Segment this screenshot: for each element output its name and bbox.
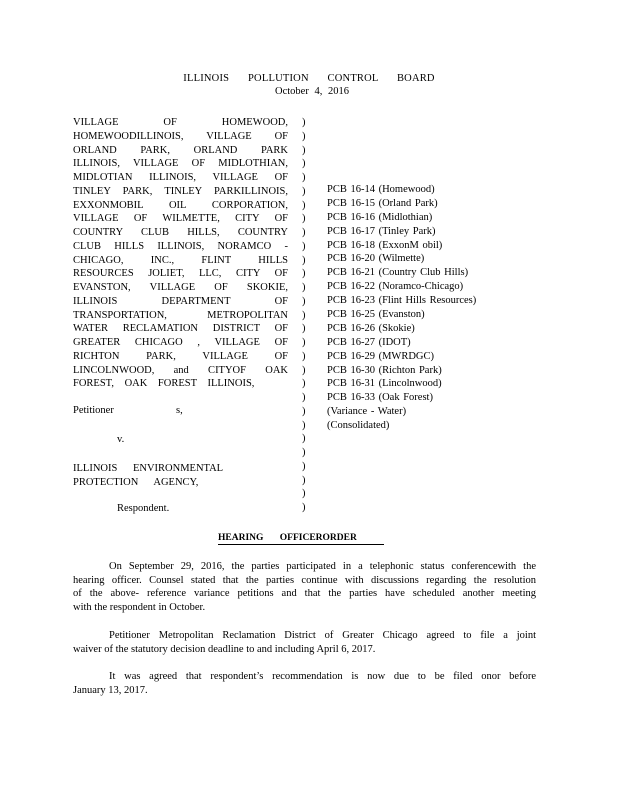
agency-name: ILLINOIS POLLUTION CONTROL BOARD <box>183 73 435 84</box>
docket-entry: PCB 16-17 (Tinley Park) <box>327 225 436 237</box>
paren: ) <box>302 172 306 183</box>
docket-entry: PCB 16-25 (Evanston) <box>327 309 425 321</box>
paren: ) <box>302 268 306 280</box>
petitioner-line: HOMEWOODILLINOIS, VILLAGE OF <box>73 130 288 142</box>
paren: ) <box>302 337 306 348</box>
caption-parentheses <box>302 116 312 515</box>
petitioner-line: CHICAGO, INC., FLINT HILLS <box>73 254 288 266</box>
petitioner-line: VILLAGE OF HOMEWOOD, <box>73 117 288 128</box>
docket-entry: PCB 16-33 (Oak Forest) <box>327 392 433 404</box>
paren: ) <box>302 419 306 431</box>
paren: ) <box>302 282 306 293</box>
petitioner-line: RESOURCES JOLIET, LLC, CITY OF <box>73 268 288 280</box>
petitioner-line: ILLINOIS DEPARTMENT OF <box>73 295 288 307</box>
docket-entry: PCB 16-27 (IDOT) <box>327 336 411 348</box>
paren: ) <box>302 350 306 362</box>
paren: ) <box>302 433 306 445</box>
paren: ) <box>302 460 306 472</box>
petitioner-caption <box>73 116 288 391</box>
docket-entry: PCB 16-14 (Homewood) <box>327 184 435 195</box>
paren: ) <box>302 474 306 486</box>
petitioner-line: COUNTRY CLUB HILLS, COUNTRY <box>73 227 288 238</box>
paren: ) <box>302 323 306 335</box>
docket-entry: PCB 16-22 (Noramco-Chicago) <box>327 281 464 293</box>
paren: ) <box>302 295 306 307</box>
petitioner-line: ORLAND PARK, ORLAND PARK <box>73 144 288 156</box>
paren: ) <box>302 158 306 170</box>
paren: ) <box>302 254 306 266</box>
paragraph-line: with the respondent in October. <box>73 601 206 613</box>
petitioner-line: EXXONMOBIL OIL CORPORATION, <box>73 199 288 211</box>
docket-entry: PCB 16-15 (Orland Park) <box>327 197 438 209</box>
petitioner-line: GREATER CHICAGO , VILLAGE OF <box>73 337 288 348</box>
docket-entry: PCB 16-18 (ExxonM obil) <box>327 239 443 251</box>
order-title: HEARING OFFICERORDER <box>218 533 384 545</box>
respondent-name <box>73 462 233 490</box>
paren: ) <box>302 185 306 197</box>
paren: ) <box>302 240 306 252</box>
order-paragraph-1 <box>73 560 536 614</box>
paragraph-line: waiver of the statutory decision deadline to and including April 6, 2017. <box>73 643 376 655</box>
paren: ) <box>302 213 306 225</box>
paren: ) <box>302 309 306 321</box>
paren: ) <box>302 378 306 390</box>
petitioners-label <box>73 405 183 416</box>
paragraph-line: On September 29, 2016, the parties participated in a telephonic status conferencewith the <box>109 561 536 572</box>
petitioner-word: Petitioner <box>73 405 114 416</box>
petitioner-line: LINCOLNWOOD, and CITYOF OAK <box>73 364 288 376</box>
paren: ) <box>302 364 306 376</box>
docket-entry: PCB 16-30 (Richton Park) <box>327 364 442 376</box>
paren: ) <box>302 199 306 211</box>
paren: ) <box>302 117 306 128</box>
paragraph-line: January 13, 2017. <box>73 684 148 696</box>
petitioner-suffix: s, <box>176 405 183 416</box>
respondent-label: Respondent. <box>117 503 170 514</box>
petitioner-line: CLUB HILLS ILLINOIS, NORAMCO - <box>73 240 288 252</box>
paragraph-line: Petitioner Metropolitan Reclamation District of Greater Chicago agreed to file a joint <box>109 630 536 641</box>
docket-entry: PCB 16-29 (MWRDGC) <box>327 350 435 362</box>
paragraph-line: hearing officer. Counsel stated that the parties continue with discussions regarding the resolution <box>73 574 536 586</box>
paren: ) <box>302 144 306 156</box>
petitioner-line: RICHTON PARK, VILLAGE OF <box>73 350 288 362</box>
paren: ) <box>302 502 306 513</box>
petitioner-line: WATER RECLAMATION DISTRICT OF <box>73 323 288 335</box>
docket-numbers <box>327 183 527 433</box>
docket-entry: PCB 16-26 (Skokie) <box>327 322 415 334</box>
paren: ) <box>302 130 306 142</box>
order-paragraph-2 <box>73 629 536 656</box>
petitioner-line: MIDLOTIAN ILLINOIS, VILLAGE OF <box>73 172 288 183</box>
petitioner-line: TRANSPORTATION, METROPOLITAN <box>73 309 288 321</box>
respondent-line: PROTECTION AGENCY, <box>73 477 199 488</box>
paren: ) <box>302 447 306 458</box>
paren: ) <box>302 392 306 403</box>
case-type: (Variance - Water) <box>327 406 407 418</box>
petitioner-line: TINLEY PARK, TINLEY PARKILLINOIS, <box>73 185 288 197</box>
docket-entry: PCB 16-20 (Wilmette) <box>327 253 425 265</box>
case-status: (Consolidated) <box>327 420 390 432</box>
order-date: October 4, 2016 <box>275 86 349 97</box>
petitioner-line: VILLAGE OF WILMETTE, CITY OF <box>73 213 288 225</box>
petitioner-line: EVANSTON, VILLAGE OF SKOKIE, <box>73 282 288 293</box>
paragraph-line: It was agreed that respondent’s recommendation is now due to be filed onor before <box>109 671 536 682</box>
order-paragraph-3 <box>73 670 536 697</box>
docket-entry: PCB 16-31 (Lincolnwood) <box>327 378 442 390</box>
paragraph-line: of the above- reference variance petitions and that the parties have scheduled another meeting <box>73 588 536 600</box>
document-header <box>0 72 618 98</box>
paren: ) <box>302 227 306 238</box>
docket-entry: PCB 16-16 (Midlothian) <box>327 211 433 223</box>
petitioner-line: FOREST, OAK FOREST ILLINOIS, <box>73 378 255 390</box>
paren: ) <box>302 405 306 417</box>
respondent-line: ILLINOIS ENVIRONMENTAL <box>73 463 224 474</box>
petitioner-line: ILLINOIS, VILLAGE OF MIDLOTHIAN, <box>73 158 288 170</box>
docket-entry: PCB 16-23 (Flint Hills Resources) <box>327 295 477 307</box>
docket-entry: PCB 16-21 (Country Club Hills) <box>327 267 469 279</box>
versus: v. <box>117 434 125 445</box>
paren: ) <box>302 488 306 500</box>
